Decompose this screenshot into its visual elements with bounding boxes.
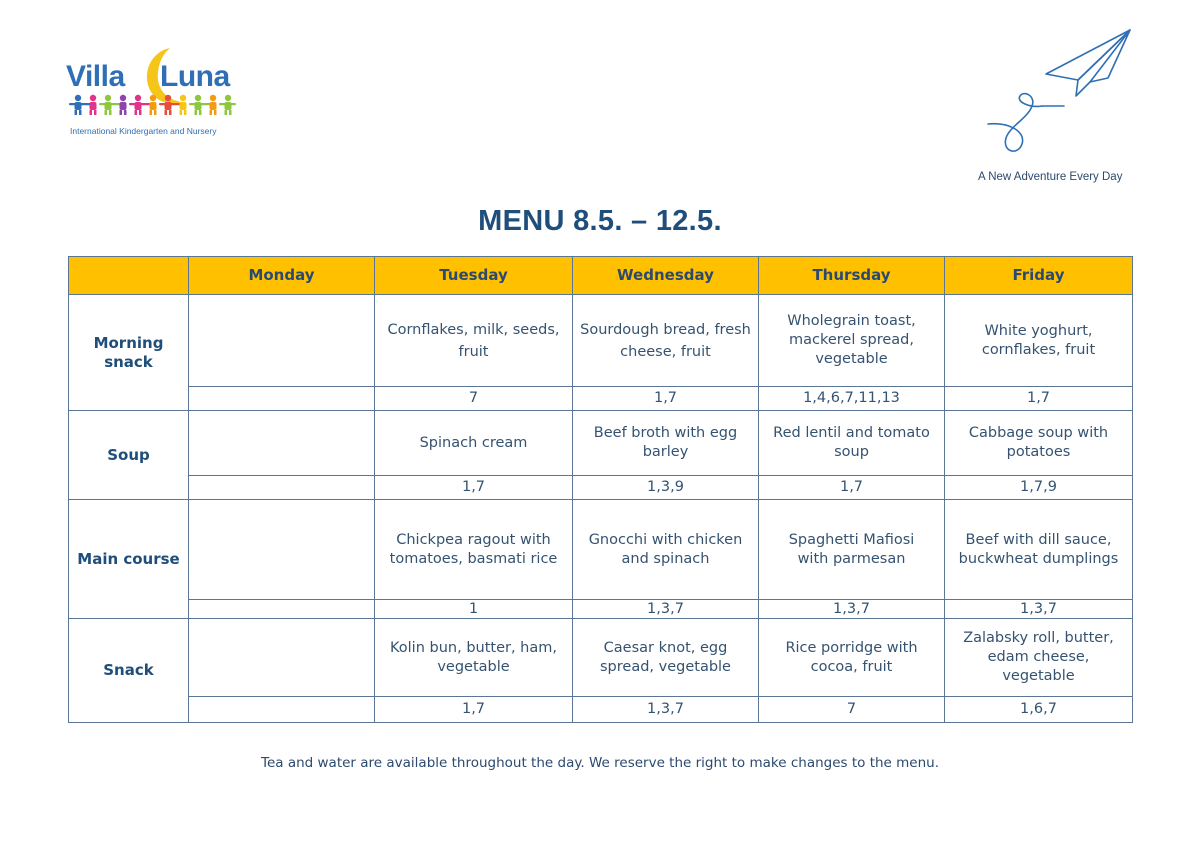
allergen-cell xyxy=(189,697,375,723)
header-corner xyxy=(69,257,189,295)
tagline: A New Adventure Every Day xyxy=(978,171,1123,183)
meal-cell: Beef broth with egg barley xyxy=(573,411,759,476)
allergen-row xyxy=(69,697,1133,723)
header-monday: Monday xyxy=(189,257,375,295)
allergen-cell: 1,3,7 xyxy=(573,600,759,619)
meal-cell: Wholegrain toast, mackerel spread, vegetable xyxy=(759,295,945,387)
header-wednesday: Wednesday xyxy=(573,257,759,295)
allergen-cell xyxy=(189,476,375,500)
meal-cell: Beef with dill sauce, buckwheat dumplings xyxy=(945,500,1133,600)
table-row xyxy=(69,295,1133,387)
allergen-cell: 1,7 xyxy=(573,387,759,411)
meal-cell xyxy=(189,411,375,476)
allergen-row xyxy=(69,600,1133,619)
allergen-cell: 1,3,9 xyxy=(573,476,759,500)
allergen-cell: 1,3,7 xyxy=(573,697,759,723)
meal-cell: Red lentil and tomato soup xyxy=(759,411,945,476)
allergen-cell: 1,7 xyxy=(759,476,945,500)
meal-cell: Spaghetti Mafiosi with parmesan xyxy=(759,500,945,600)
allergen-cell: 1,3,7 xyxy=(945,600,1133,619)
allergen-cell: 1 xyxy=(375,600,573,619)
meal-cell: Cornflakes, milk, seeds, fruit xyxy=(375,295,573,387)
allergen-row xyxy=(69,476,1133,500)
header-tuesday: Tuesday xyxy=(375,257,573,295)
meal-cell: Sourdough bread, fresh cheese, fruit xyxy=(573,295,759,387)
logo-luna-text: Luna xyxy=(160,60,230,93)
logo-subtitle: International Kindergarten and Nursery xyxy=(70,126,217,136)
meal-cell: Gnocchi with chicken and spinach xyxy=(573,500,759,600)
allergen-cell: 1,6,7 xyxy=(945,697,1133,723)
meal-cell: Spinach cream xyxy=(375,411,573,476)
allergen-cell xyxy=(189,600,375,619)
allergen-cell: 1,4,6,7,11,13 xyxy=(759,387,945,411)
table-row xyxy=(69,500,1133,600)
meal-cell: Cabbage soup with potatoes xyxy=(945,411,1133,476)
meal-cell: Rice porridge with cocoa, fruit xyxy=(759,619,945,697)
row-label-soup: Soup xyxy=(69,411,189,500)
allergen-cell xyxy=(189,387,375,411)
meal-cell: Kolin bun, butter, ham, vegetable xyxy=(375,619,573,697)
meal-cell xyxy=(189,619,375,697)
menu-title: MENU 8.5. – 12.5. xyxy=(478,205,722,237)
menu-table xyxy=(68,256,1133,723)
table-row xyxy=(69,411,1133,476)
allergen-cell: 1,7,9 xyxy=(945,476,1133,500)
footer-note: Tea and water are available throughout the day. We reserve the right to make changes to the menu. xyxy=(261,755,939,771)
meal-cell xyxy=(189,500,375,600)
meal-cell xyxy=(189,295,375,387)
meal-cell: Caesar knot, egg spread, vegetable xyxy=(573,619,759,697)
villa-luna-logo xyxy=(66,44,246,140)
allergen-cell: 1,7 xyxy=(375,697,573,723)
row-label-snack: Snack xyxy=(69,619,189,723)
table-row xyxy=(69,619,1133,697)
allergen-cell: 7 xyxy=(759,697,945,723)
table-header-row xyxy=(69,257,1133,295)
allergen-cell: 1,3,7 xyxy=(759,600,945,619)
row-label-morning-snack: Morning snack xyxy=(69,295,189,411)
meal-cell: Chickpea ragout with tomatoes, basmati rice xyxy=(375,500,573,600)
header-thursday: Thursday xyxy=(759,257,945,295)
meal-cell: White yoghurt, cornflakes, fruit xyxy=(945,295,1133,387)
allergen-row xyxy=(69,387,1133,411)
header-friday: Friday xyxy=(945,257,1133,295)
logo-villa-text: Villa xyxy=(66,60,125,93)
allergen-cell: 1,7 xyxy=(945,387,1133,411)
row-label-main-course: Main course xyxy=(69,500,189,619)
meal-cell: Zalabsky roll, butter, edam cheese, vegetable xyxy=(945,619,1133,697)
allergen-cell: 7 xyxy=(375,387,573,411)
paper-plane-icon xyxy=(980,26,1140,160)
allergen-cell: 1,7 xyxy=(375,476,573,500)
